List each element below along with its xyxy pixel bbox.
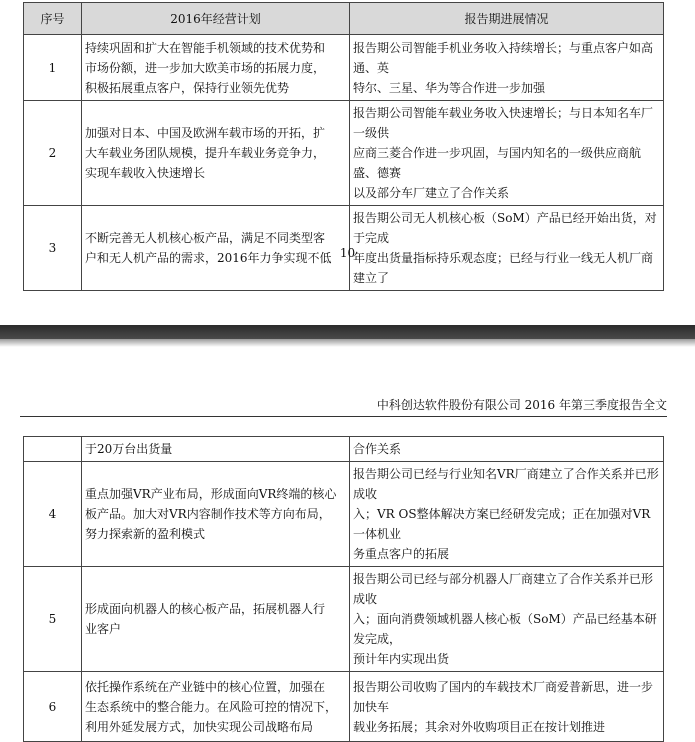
table-row — [24, 567, 664, 672]
row-progress: 报告期公司智能车载业务收入快速增长；与日本知名车厂一级供 应商三菱合作进一步巩固，与国内知名的一级供应商航盛、德赛 以及部分车厂建立了合作关系 — [350, 101, 664, 206]
header-index: 序号 — [24, 3, 82, 35]
row-index: 5 — [24, 567, 82, 672]
page-break-shadow — [0, 339, 695, 347]
table-row — [24, 672, 664, 742]
row-index: 2 — [24, 101, 82, 206]
row-plan: 形成面向机器人的核心板产品，拓展机器人行 业客户 — [82, 567, 350, 672]
row-index: 3 — [24, 206, 82, 291]
row-plan: 重点加强VR产业布局，形成面向VR终端的核心 板产品。加大对VR内容制作技术等方向布局， 努力探索新的盈利模式 — [82, 462, 350, 567]
row-plan: 依托操作系统在产业链中的核心位置，加强在 生态系统中的整合能力。在风险可控的情况下， 利用外延发展方式，加快实现公司战略布局 — [82, 672, 350, 742]
row-progress: 报告期公司已经与部分机器人厂商建立了合作关系并已形成收 入；面向消费领域机器人核心板（SoM）产品已经基本研发完成， 预计年内实现出货 — [350, 567, 664, 672]
header-plan: 2016年经营计划 — [82, 3, 350, 35]
row-plan: 加强对日本、中国及欧洲车载市场的开拓，扩 大车载业务团队规模，提升车载业务竞争力， 实现车载收入快速增长 — [82, 101, 350, 206]
row-index — [24, 437, 82, 462]
row-progress: 报告期公司收购了国内的车载技术厂商爱普新思，进一步加快车 载业务拓展；其余对外收购项目正在按计划推进 — [350, 672, 664, 742]
row-index: 4 — [24, 462, 82, 567]
table-row — [24, 101, 664, 206]
running-header: 中科创达软件股份有限公司 2016 年第三季度报告全文 — [20, 396, 667, 417]
page-number: 10 — [339, 246, 356, 260]
table-row — [24, 462, 664, 567]
row-progress: 报告期公司智能手机业务收入持续增长；与重点客户如高通、英 特尔、三星、华为等合作进一步加强 — [350, 35, 664, 101]
header-progress: 报告期进展情况 — [350, 3, 664, 35]
row-plan: 于20万台出货量 — [82, 437, 350, 462]
row-plan: 持续巩固和扩大在智能手机领域的技术优势和 市场份额，进一步加大欧美市场的拓展力度， 积极拓展重点客户，保持行业领先优势 — [82, 35, 350, 101]
plan-progress-table-bottom — [23, 436, 664, 742]
row-index: 6 — [24, 672, 82, 742]
row-progress: 报告期公司无人机核心板（SoM）产品已经开始出货，对于完成 年度出货量指标持乐观态度；已经与行业一线无人机厂商建立了 — [350, 206, 664, 291]
row-progress: 合作关系 — [350, 437, 664, 462]
table-continuation-row — [24, 437, 664, 462]
row-progress: 报告期公司已经与行业知名VR厂商建立了合作关系并已形成收 入；VR OS整体解决方案已经研发完成；正在加强对VR一体机业 务重点客户的拓展 — [350, 462, 664, 567]
table-header-row — [24, 3, 664, 35]
row-index: 1 — [24, 35, 82, 101]
table-row — [24, 35, 664, 101]
row-plan: 不断完善无人机核心板产品，满足不同类型客 户和无人机产品的需求，2016年力争实现不低 — [82, 206, 350, 291]
page-break-divider — [0, 325, 695, 339]
